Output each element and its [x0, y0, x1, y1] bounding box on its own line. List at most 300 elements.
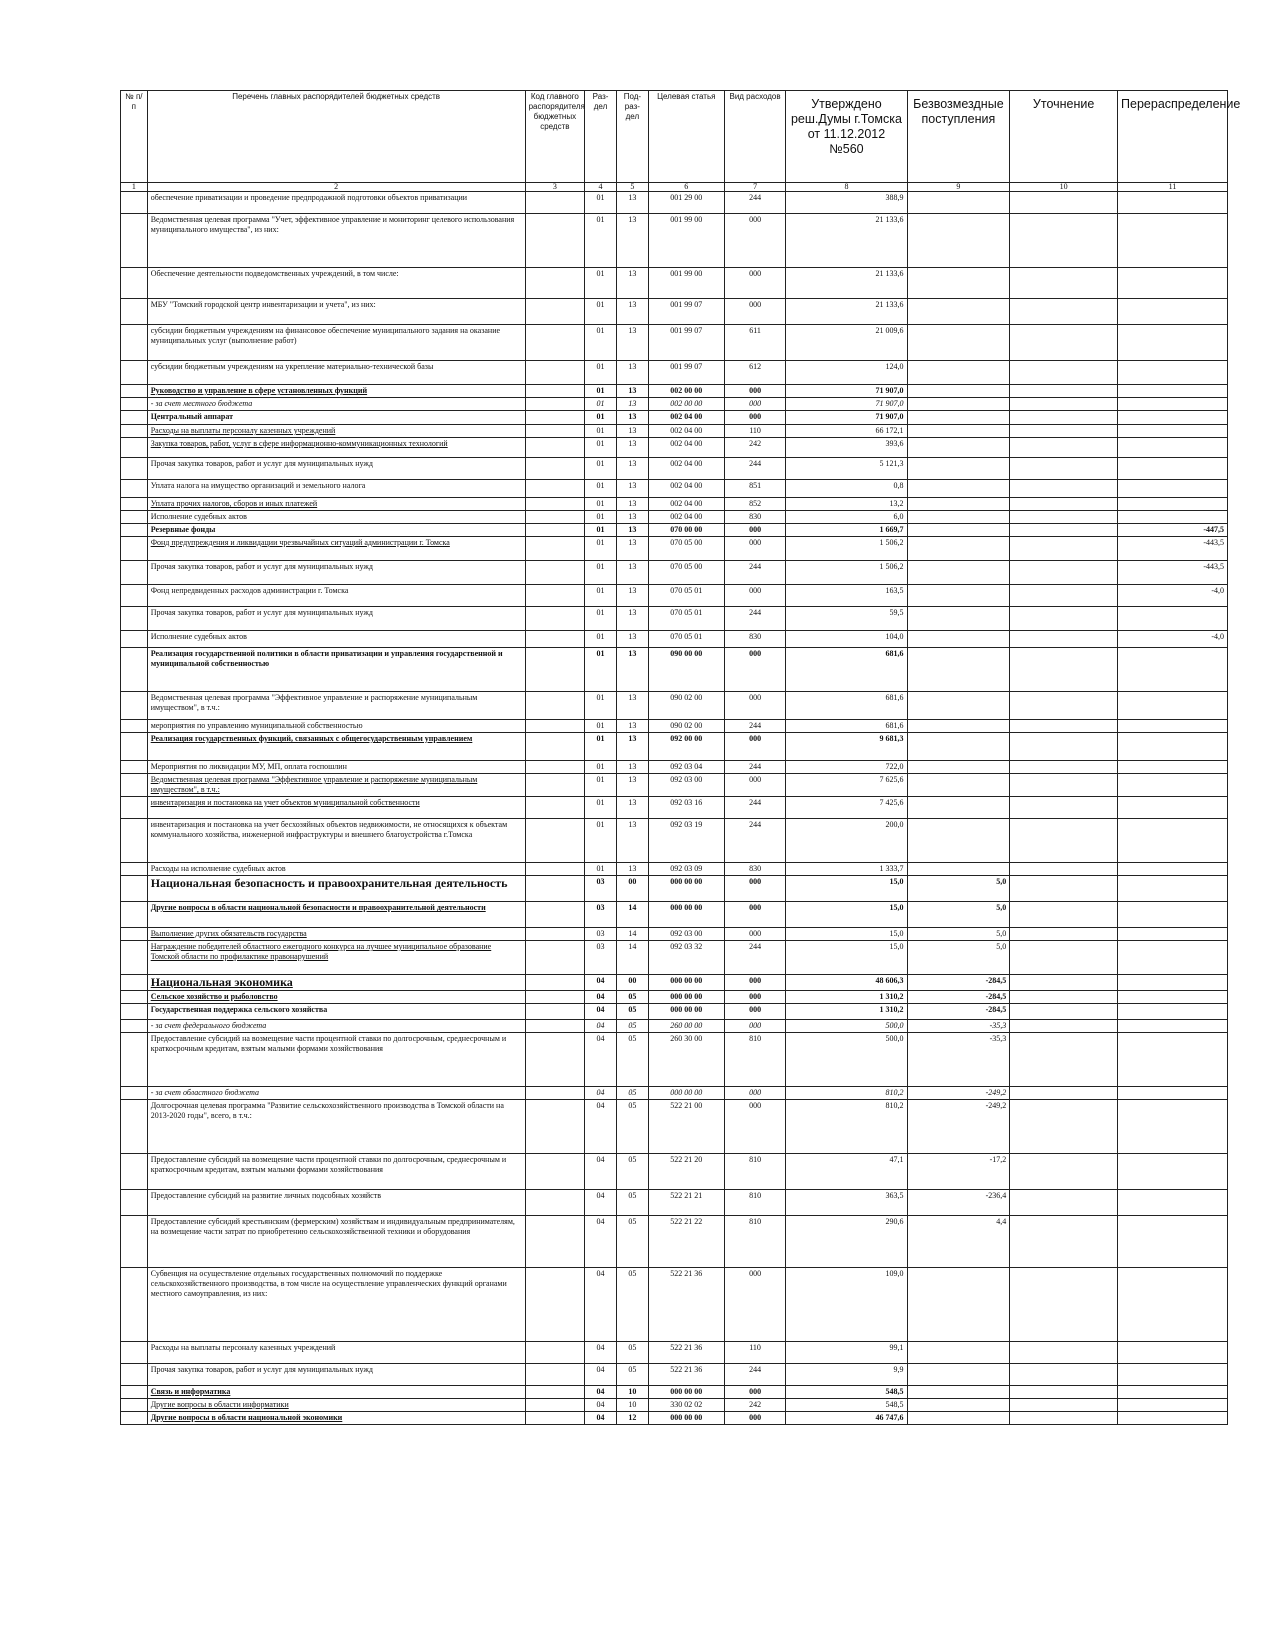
redistribution-cell — [1118, 192, 1228, 214]
gratis-cell — [907, 411, 1010, 425]
gratis-cell: 5,0 — [907, 902, 1010, 928]
gratis-cell — [907, 398, 1010, 411]
code-cell — [525, 902, 585, 928]
vr-cell: 810 — [724, 1154, 786, 1190]
table-row — [121, 975, 1228, 991]
code-cell — [525, 607, 585, 631]
vr-cell: 810 — [724, 1190, 786, 1216]
razdel-cell: 04 — [585, 1268, 617, 1342]
table-row — [121, 1100, 1228, 1154]
redistribution-cell — [1118, 975, 1228, 991]
name-cell: МБУ "Томский городской центр инвентаризации и учета", из них: — [147, 299, 525, 325]
podrazdel-cell: 14 — [616, 902, 648, 928]
vr-cell: 000 — [724, 1100, 786, 1154]
table-row — [121, 1216, 1228, 1268]
name-cell: - за счет федерального бюджета — [147, 1020, 525, 1033]
vr-cell: 242 — [724, 438, 786, 458]
approved-cell: 500,0 — [786, 1020, 907, 1033]
name-cell: Субвенция на осуществление отдельных государственных полномочий по поддержке сельскохозяйственного производства, в том числе на осуществление управленческих функций органами местного самоуправления, из них: — [147, 1268, 525, 1342]
redistribution-cell — [1118, 361, 1228, 385]
table-row — [121, 385, 1228, 398]
code-cell — [525, 648, 585, 692]
table-row — [121, 1386, 1228, 1399]
name-cell: Мероприятия по ликвидации МУ, МП, оплата госпошлин — [147, 761, 525, 774]
code-cell — [525, 458, 585, 480]
code-cell — [525, 631, 585, 648]
clarify-cell — [1010, 268, 1118, 299]
colnum: 5 — [616, 183, 648, 192]
table-row — [121, 480, 1228, 498]
approved-cell: 548,5 — [786, 1399, 907, 1412]
code-cell — [525, 1020, 585, 1033]
razdel-cell: 01 — [585, 631, 617, 648]
podrazdel-cell: 13 — [616, 537, 648, 561]
name-cell: Предоставление субсидий на развитие личных подсобных хозяйств — [147, 1190, 525, 1216]
csr-cell: 260 30 00 — [648, 1033, 724, 1087]
clarify-cell — [1010, 325, 1118, 361]
csr-cell: 330 02 02 — [648, 1399, 724, 1412]
razdel-cell: 04 — [585, 1412, 617, 1425]
table-row — [121, 411, 1228, 425]
num-cell — [121, 648, 148, 692]
podrazdel-cell: 05 — [616, 1087, 648, 1100]
num-cell — [121, 1216, 148, 1268]
num-cell — [121, 607, 148, 631]
gratis-cell — [907, 607, 1010, 631]
razdel-cell: 01 — [585, 458, 617, 480]
table-row — [121, 720, 1228, 733]
csr-cell: 002 04 00 — [648, 438, 724, 458]
podrazdel-cell: 05 — [616, 1364, 648, 1386]
code-cell — [525, 585, 585, 607]
num-cell — [121, 1399, 148, 1412]
podrazdel-cell: 13 — [616, 411, 648, 425]
num-cell — [121, 361, 148, 385]
approved-cell: 363,5 — [786, 1190, 907, 1216]
razdel-cell: 04 — [585, 1342, 617, 1364]
table-row — [121, 774, 1228, 797]
vr-cell: 110 — [724, 1342, 786, 1364]
num-cell — [121, 928, 148, 941]
code-cell — [525, 720, 585, 733]
csr-cell: 000 00 00 — [648, 1412, 724, 1425]
num-cell — [121, 385, 148, 398]
razdel-cell: 03 — [585, 902, 617, 928]
clarify-cell — [1010, 1020, 1118, 1033]
csr-cell: 001 99 07 — [648, 325, 724, 361]
name-cell: Сельское хозяйство и рыболовство — [147, 991, 525, 1004]
name-cell: Обеспечение деятельности подведомственных учреждений, в том числе: — [147, 268, 525, 299]
budget-sheet — [120, 90, 1275, 1650]
table-row — [121, 524, 1228, 537]
gratis-cell — [907, 192, 1010, 214]
redistribution-cell — [1118, 1216, 1228, 1268]
code-cell — [525, 1100, 585, 1154]
code-cell — [525, 511, 585, 524]
colnum: 2 — [147, 183, 525, 192]
table-body — [121, 192, 1228, 1425]
razdel-cell: 04 — [585, 991, 617, 1004]
razdel-cell: 04 — [585, 1154, 617, 1190]
vr-cell: 244 — [724, 607, 786, 631]
approved-cell: 15,0 — [786, 928, 907, 941]
podrazdel-cell: 00 — [616, 975, 648, 991]
code-cell — [525, 941, 585, 975]
clarify-cell — [1010, 411, 1118, 425]
code-cell — [525, 1386, 585, 1399]
code-cell — [525, 991, 585, 1004]
gratis-cell — [907, 648, 1010, 692]
clarify-cell — [1010, 398, 1118, 411]
header-num: № п/п — [121, 91, 148, 183]
clarify-cell — [1010, 1154, 1118, 1190]
clarify-cell — [1010, 524, 1118, 537]
podrazdel-cell: 13 — [616, 720, 648, 733]
approved-cell: 681,6 — [786, 648, 907, 692]
podrazdel-cell: 13 — [616, 692, 648, 720]
clarify-cell — [1010, 1364, 1118, 1386]
gratis-cell: -284,5 — [907, 1004, 1010, 1020]
approved-cell: 548,5 — [786, 1386, 907, 1399]
podrazdel-cell: 13 — [616, 774, 648, 797]
code-cell — [525, 1412, 585, 1425]
vr-cell: 000 — [724, 774, 786, 797]
num-cell — [121, 774, 148, 797]
razdel-cell: 01 — [585, 561, 617, 585]
razdel-cell: 01 — [585, 398, 617, 411]
code-cell — [525, 438, 585, 458]
redistribution-cell — [1118, 1386, 1228, 1399]
gratis-cell — [907, 524, 1010, 537]
code-cell — [525, 1154, 585, 1190]
table-row — [121, 1033, 1228, 1087]
vr-cell: 611 — [724, 325, 786, 361]
redistribution-cell — [1118, 1399, 1228, 1412]
name-cell: Прочая закупка товаров, работ и услуг для муниципальных нужд — [147, 1364, 525, 1386]
name-cell: субсидии бюджетным учреждениям на финансовое обеспечение муниципального задания на оказание муниципальных услуг (выполнение работ) — [147, 325, 525, 361]
table-row — [121, 1190, 1228, 1216]
clarify-cell — [1010, 1399, 1118, 1412]
colnum: 8 — [786, 183, 907, 192]
razdel-cell: 01 — [585, 192, 617, 214]
code-cell — [525, 398, 585, 411]
code-cell — [525, 1190, 585, 1216]
num-cell — [121, 720, 148, 733]
gratis-cell: -17,2 — [907, 1154, 1010, 1190]
csr-cell: 092 00 00 — [648, 733, 724, 761]
redistribution-cell — [1118, 1087, 1228, 1100]
razdel-cell: 01 — [585, 299, 617, 325]
num-cell — [121, 1004, 148, 1020]
vr-cell: 244 — [724, 941, 786, 975]
approved-cell: 104,0 — [786, 631, 907, 648]
name-cell: Предоставление субсидий на возмещение части процентной ставки по долгосрочным, среднесрочным и краткосрочным кредитам, взятым малыми формами хозяйствования — [147, 1033, 525, 1087]
csr-cell: 002 00 00 — [648, 385, 724, 398]
num-cell — [121, 1268, 148, 1342]
podrazdel-cell: 00 — [616, 876, 648, 902]
name-cell: Центральный аппарат — [147, 411, 525, 425]
razdel-cell: 01 — [585, 480, 617, 498]
podrazdel-cell: 13 — [616, 361, 648, 385]
name-cell: Предоставление субсидий на возмещение части процентной ставки по долгосрочным, среднесрочным и краткосрочным кредитам, взятым малыми формами хозяйствования — [147, 1154, 525, 1190]
redistribution-cell: -443,5 — [1118, 537, 1228, 561]
num-cell — [121, 876, 148, 902]
clarify-cell — [1010, 585, 1118, 607]
table-row — [121, 214, 1228, 268]
table-row — [121, 268, 1228, 299]
csr-cell: 092 03 00 — [648, 774, 724, 797]
podrazdel-cell: 13 — [616, 733, 648, 761]
colnum: 4 — [585, 183, 617, 192]
redistribution-cell — [1118, 761, 1228, 774]
gratis-cell — [907, 438, 1010, 458]
code-cell — [525, 928, 585, 941]
code-cell — [525, 819, 585, 863]
approved-cell: 9,9 — [786, 1364, 907, 1386]
razdel-cell: 01 — [585, 438, 617, 458]
podrazdel-cell: 13 — [616, 458, 648, 480]
podrazdel-cell: 13 — [616, 561, 648, 585]
gratis-cell — [907, 361, 1010, 385]
header-vr: Вид расходов — [724, 91, 786, 183]
redistribution-cell — [1118, 774, 1228, 797]
name-cell: Уплата прочих налогов, сборов и иных платежей — [147, 498, 525, 511]
num-cell — [121, 975, 148, 991]
name-cell: - за счет местного бюджета — [147, 398, 525, 411]
vr-cell: 000 — [724, 1268, 786, 1342]
razdel-cell: 01 — [585, 774, 617, 797]
clarify-cell — [1010, 537, 1118, 561]
redistribution-cell — [1118, 928, 1228, 941]
approved-cell: 71 907,0 — [786, 411, 907, 425]
approved-cell: 163,5 — [786, 585, 907, 607]
clarify-cell — [1010, 458, 1118, 480]
podrazdel-cell: 05 — [616, 1190, 648, 1216]
name-cell: Реализация государственной политики в области приватизации и управления государственной и муниципальной собственностью — [147, 648, 525, 692]
approved-cell: 681,6 — [786, 720, 907, 733]
approved-cell: 21 133,6 — [786, 268, 907, 299]
gratis-cell — [907, 720, 1010, 733]
csr-cell: 001 29 00 — [648, 192, 724, 214]
gratis-cell: -284,5 — [907, 975, 1010, 991]
csr-cell: 092 03 16 — [648, 797, 724, 819]
table-row — [121, 458, 1228, 480]
code-cell — [525, 325, 585, 361]
vr-cell: 244 — [724, 192, 786, 214]
table-row — [121, 1399, 1228, 1412]
razdel-cell: 01 — [585, 761, 617, 774]
table-row — [121, 928, 1228, 941]
num-cell — [121, 733, 148, 761]
razdel-cell: 01 — [585, 524, 617, 537]
clarify-cell — [1010, 480, 1118, 498]
razdel-cell: 01 — [585, 648, 617, 692]
name-cell: Награждение победителей областного ежегодного конкурса на лучшее муниципальное образование Томской области по профилактике правонарушений — [147, 941, 525, 975]
razdel-cell: 01 — [585, 511, 617, 524]
redistribution-cell — [1118, 720, 1228, 733]
podrazdel-cell: 05 — [616, 1342, 648, 1364]
name-cell: Фонд предупреждения и ликвидации чрезвычайных ситуаций администрации г. Томска — [147, 537, 525, 561]
gratis-cell — [907, 1399, 1010, 1412]
approved-cell: 15,0 — [786, 876, 907, 902]
clarify-cell — [1010, 607, 1118, 631]
clarify-cell — [1010, 425, 1118, 438]
vr-cell: 830 — [724, 511, 786, 524]
name-cell: Связь и информатика — [147, 1386, 525, 1399]
csr-cell: 092 03 04 — [648, 761, 724, 774]
redistribution-cell — [1118, 458, 1228, 480]
gratis-cell — [907, 585, 1010, 607]
csr-cell: 000 00 00 — [648, 1087, 724, 1100]
podrazdel-cell: 13 — [616, 325, 648, 361]
gratis-cell: -249,2 — [907, 1087, 1010, 1100]
csr-cell: 000 00 00 — [648, 876, 724, 902]
vr-cell: 612 — [724, 361, 786, 385]
clarify-cell — [1010, 1100, 1118, 1154]
name-cell: Прочая закупка товаров, работ и услуг для муниципальных нужд — [147, 561, 525, 585]
razdel-cell: 01 — [585, 214, 617, 268]
redistribution-cell — [1118, 438, 1228, 458]
clarify-cell — [1010, 214, 1118, 268]
redistribution-cell — [1118, 819, 1228, 863]
table-row — [121, 561, 1228, 585]
code-cell — [525, 385, 585, 398]
redistribution-cell — [1118, 876, 1228, 902]
razdel-cell: 01 — [585, 361, 617, 385]
code-cell — [525, 524, 585, 537]
code-cell — [525, 361, 585, 385]
gratis-cell — [907, 498, 1010, 511]
table-row — [121, 498, 1228, 511]
gratis-cell — [907, 425, 1010, 438]
code-cell — [525, 761, 585, 774]
redistribution-cell — [1118, 398, 1228, 411]
razdel-cell: 01 — [585, 268, 617, 299]
num-cell — [121, 1033, 148, 1087]
code-cell — [525, 1216, 585, 1268]
approved-cell: 388,9 — [786, 192, 907, 214]
vr-cell: 000 — [724, 585, 786, 607]
vr-cell: 852 — [724, 498, 786, 511]
redistribution-cell — [1118, 299, 1228, 325]
csr-cell: 522 21 36 — [648, 1268, 724, 1342]
name-cell: мероприятия по управлению муниципальной собственностью — [147, 720, 525, 733]
podrazdel-cell: 13 — [616, 299, 648, 325]
colnum: 11 — [1118, 183, 1228, 192]
table-row — [121, 902, 1228, 928]
razdel-cell: 04 — [585, 1216, 617, 1268]
csr-cell: 522 21 22 — [648, 1216, 724, 1268]
clarify-cell — [1010, 876, 1118, 902]
vr-cell: 000 — [724, 299, 786, 325]
num-cell — [121, 511, 148, 524]
clarify-cell — [1010, 1004, 1118, 1020]
column-number-row — [121, 183, 1228, 192]
code-cell — [525, 797, 585, 819]
redistribution-cell — [1118, 268, 1228, 299]
clarify-cell — [1010, 561, 1118, 585]
vr-cell: 244 — [724, 797, 786, 819]
vr-cell: 830 — [724, 631, 786, 648]
approved-cell: 48 606,3 — [786, 975, 907, 991]
vr-cell: 000 — [724, 537, 786, 561]
num-cell — [121, 902, 148, 928]
vr-cell: 000 — [724, 692, 786, 720]
redistribution-cell: -4,0 — [1118, 631, 1228, 648]
csr-cell: 070 05 01 — [648, 585, 724, 607]
num-cell — [121, 1412, 148, 1425]
code-cell — [525, 863, 585, 876]
name-cell: Реализация государственных функций, связанных с общегосударственным управлением — [147, 733, 525, 761]
podrazdel-cell: 13 — [616, 438, 648, 458]
podrazdel-cell: 13 — [616, 398, 648, 411]
table-row — [121, 819, 1228, 863]
approved-cell: 500,0 — [786, 1033, 907, 1087]
name-cell: Выполнение других обязательств государства — [147, 928, 525, 941]
approved-cell: 1 669,7 — [786, 524, 907, 537]
clarify-cell — [1010, 631, 1118, 648]
redistribution-cell — [1118, 511, 1228, 524]
vr-cell: 110 — [724, 425, 786, 438]
approved-cell: 15,0 — [786, 941, 907, 975]
redistribution-cell: -447,5 — [1118, 524, 1228, 537]
redistribution-cell — [1118, 733, 1228, 761]
code-cell — [525, 692, 585, 720]
gratis-cell — [907, 268, 1010, 299]
gratis-cell — [907, 1386, 1010, 1399]
num-cell — [121, 991, 148, 1004]
razdel-cell: 01 — [585, 537, 617, 561]
razdel-cell: 04 — [585, 1087, 617, 1100]
podrazdel-cell: 13 — [616, 192, 648, 214]
num-cell — [121, 1154, 148, 1190]
razdel-cell: 01 — [585, 498, 617, 511]
vr-cell: 000 — [724, 524, 786, 537]
approved-cell: 21 009,6 — [786, 325, 907, 361]
gratis-cell — [907, 325, 1010, 361]
code-cell — [525, 1004, 585, 1020]
num-cell — [121, 480, 148, 498]
redistribution-cell — [1118, 1342, 1228, 1364]
clarify-cell — [1010, 720, 1118, 733]
table-row — [121, 733, 1228, 761]
gratis-cell: -236,4 — [907, 1190, 1010, 1216]
gratis-cell — [907, 692, 1010, 720]
num-cell — [121, 941, 148, 975]
redistribution-cell — [1118, 1412, 1228, 1425]
razdel-cell: 01 — [585, 385, 617, 398]
vr-cell: 000 — [724, 1020, 786, 1033]
csr-cell: 001 99 07 — [648, 361, 724, 385]
num-cell — [121, 585, 148, 607]
table-row — [121, 761, 1228, 774]
table-row — [121, 876, 1228, 902]
clarify-cell — [1010, 1190, 1118, 1216]
csr-cell: 092 03 09 — [648, 863, 724, 876]
num-cell — [121, 498, 148, 511]
gratis-cell — [907, 863, 1010, 876]
name-cell: Прочая закупка товаров, работ и услуг для муниципальных нужд — [147, 607, 525, 631]
clarify-cell — [1010, 692, 1118, 720]
vr-cell: 000 — [724, 1386, 786, 1399]
table-row — [121, 1412, 1228, 1425]
vr-cell: 000 — [724, 1004, 786, 1020]
colnum: 9 — [907, 183, 1010, 192]
redistribution-cell — [1118, 385, 1228, 398]
csr-cell: 001 99 00 — [648, 268, 724, 299]
vr-cell: 830 — [724, 863, 786, 876]
csr-cell: 092 03 32 — [648, 941, 724, 975]
